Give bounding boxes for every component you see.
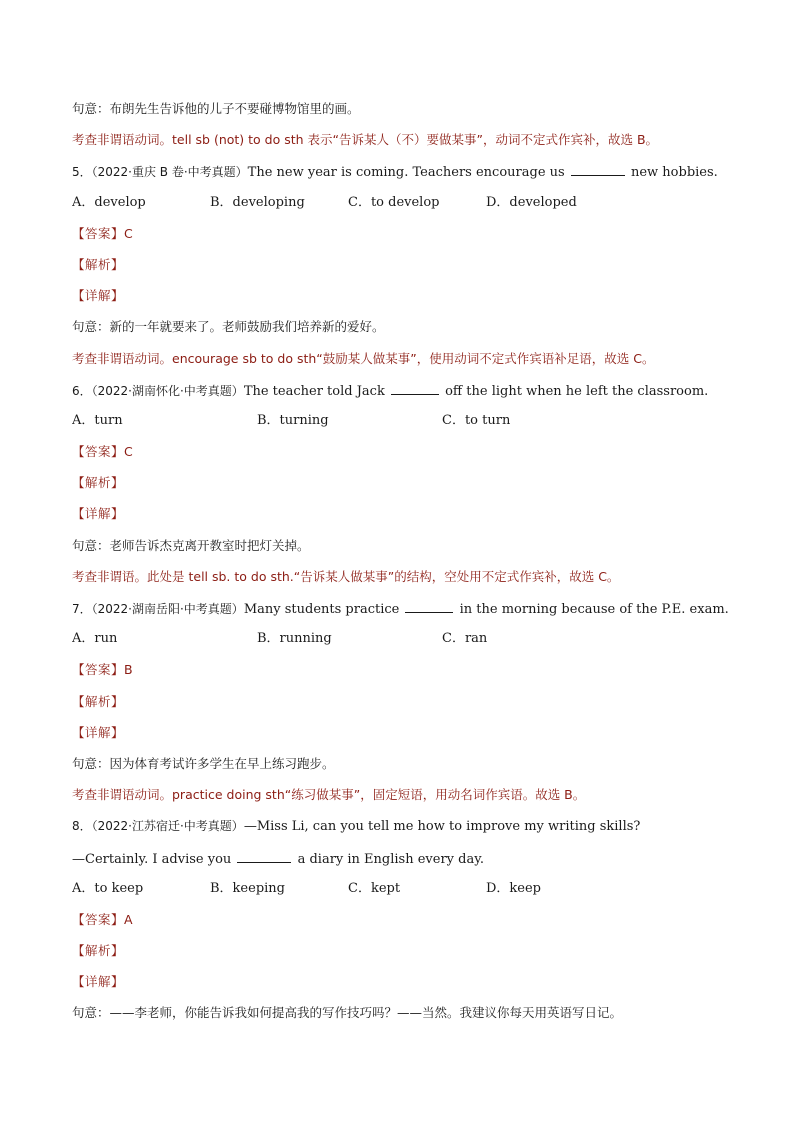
analysis-q4-intro: 考查非谓语动词。 bbox=[72, 132, 173, 148]
question-7-meaning: 句意：因为体育考试许多学生在早上练习跑步。 bbox=[72, 755, 335, 771]
question-7-source: 7．（2022·湖南岳阳·中考真题） bbox=[72, 602, 244, 616]
question-5-source: 5．（2022·重庆 B 卷·中考真题） bbox=[72, 165, 248, 180]
question-5-blank[interactable] bbox=[571, 162, 625, 176]
question-6-meaning: 句意：老师告诉杰克离开教室时把灯关掉。 bbox=[72, 537, 310, 553]
question-6-analysis: 考查非谓语。此处是 tell sb. to do sth.“告诉某人做某事”的结构，空处用不定式作宾补，故选 C。 bbox=[72, 568, 620, 584]
question-6-blank[interactable] bbox=[391, 381, 439, 395]
question-7-option-c[interactable]: C．ran bbox=[442, 631, 488, 647]
question-7-option-a[interactable]: A．run bbox=[72, 631, 118, 647]
question-8-analysis-label: 【解析】 bbox=[72, 943, 125, 959]
question-8 bbox=[72, 817, 732, 848]
question-5-option-a[interactable]: A．develop bbox=[72, 194, 146, 210]
question-5-analysis: 考查非谓语动词。encourage sb to do sth“鼓励某人做某事”，使用动词不定式作宾语补足语，故选 C。 bbox=[72, 350, 655, 366]
analysis-q4 bbox=[72, 131, 732, 162]
question-6-analysis-label: 【解析】 bbox=[72, 475, 125, 491]
question-6-detail-label: 【详解】 bbox=[72, 506, 125, 522]
question-5-meaning: 句意：新的一年就要来了。老师鼓励我们培养新的爱好。 bbox=[72, 319, 385, 335]
question-8-answer: 【答案】A bbox=[72, 911, 134, 927]
question-6-stem-end: off the light when he left the classroom. bbox=[445, 383, 709, 399]
question-7-analysis-label: 【解析】 bbox=[72, 693, 125, 709]
question-7-stem-end: in the morning because of the P.E. exam. bbox=[459, 602, 729, 617]
question-6-answer: 【答案】C bbox=[72, 444, 134, 460]
question-7-answer: 【答案】B bbox=[72, 662, 134, 678]
question-8-option-c[interactable]: C．kept bbox=[348, 880, 401, 896]
question-6-option-b[interactable]: B．turning bbox=[257, 412, 329, 428]
question-7 bbox=[72, 599, 732, 630]
question-8-stem: —Miss Li, can you tell me how to improve my writing skills? bbox=[243, 819, 641, 835]
document-page bbox=[72, 100, 732, 1036]
question-8-option-b[interactable]: B．keeping bbox=[210, 880, 285, 896]
question-5-detail-label: 【详解】 bbox=[72, 288, 125, 304]
question-7-options bbox=[72, 630, 732, 661]
question-7-stem: Many students practice bbox=[243, 602, 400, 617]
question-8-blank[interactable] bbox=[237, 849, 291, 863]
question-8-reply-end: a diary in English every day. bbox=[297, 851, 484, 867]
question-6-options bbox=[72, 412, 732, 443]
question-5-option-c[interactable]: C．to develop bbox=[348, 194, 440, 210]
question-6 bbox=[72, 381, 732, 412]
question-5-stem: The new year is coming. Teachers encourage us bbox=[247, 165, 565, 181]
sentence-meaning-q4: 句意：布朗先生告诉他的儿子不要碰博物馆里的画。 bbox=[72, 101, 360, 116]
question-5-answer: 【答案】C bbox=[72, 225, 134, 241]
question-7-blank[interactable] bbox=[405, 599, 453, 613]
question-8-meaning: 句意：——李老师，你能告诉我如何提高我的写作技巧吗？——当然。我建议你每天用英语写日记。 bbox=[72, 1005, 623, 1021]
question-5-options bbox=[72, 194, 732, 225]
question-6-stem: The teacher told Jack bbox=[243, 383, 385, 399]
question-5-stem-end: new hobbies. bbox=[630, 165, 718, 181]
question-7-detail-label: 【详解】 bbox=[72, 724, 125, 740]
question-6-source: 6．（2022·湖南怀化·中考真题） bbox=[72, 383, 244, 398]
question-8-option-a[interactable]: A．to keep bbox=[72, 880, 144, 896]
question-5-option-d[interactable]: D．developed bbox=[486, 194, 577, 210]
question-7-analysis: 考查非谓语动词。practice doing sth“练习做某事”，固定短语，用动名词作宾语。故选 B。 bbox=[72, 787, 586, 803]
question-7-option-b[interactable]: B．running bbox=[257, 631, 332, 647]
question-8-detail-label: 【详解】 bbox=[72, 974, 125, 990]
question-8-option-d[interactable]: D．keep bbox=[486, 880, 542, 896]
question-5-option-b[interactable]: B．developing bbox=[210, 194, 305, 210]
question-8-reply bbox=[72, 849, 732, 880]
question-6-option-a[interactable]: A．turn bbox=[72, 412, 123, 428]
question-5-analysis-label: 【解析】 bbox=[72, 256, 125, 272]
question-6-option-c[interactable]: C．to turn bbox=[442, 412, 511, 428]
question-8-source: 8．（2022·江苏宿迁·中考真题） bbox=[72, 819, 244, 834]
analysis-q4-body: tell sb (not) to do sth 表示“告诉某人（不）要做某事”，动词不定式作宾补，故选 B。 bbox=[172, 132, 659, 148]
question-5 bbox=[72, 162, 732, 193]
question-8-reply-start: —Certainly. I advise you bbox=[72, 851, 232, 867]
question-8-options bbox=[72, 880, 732, 911]
